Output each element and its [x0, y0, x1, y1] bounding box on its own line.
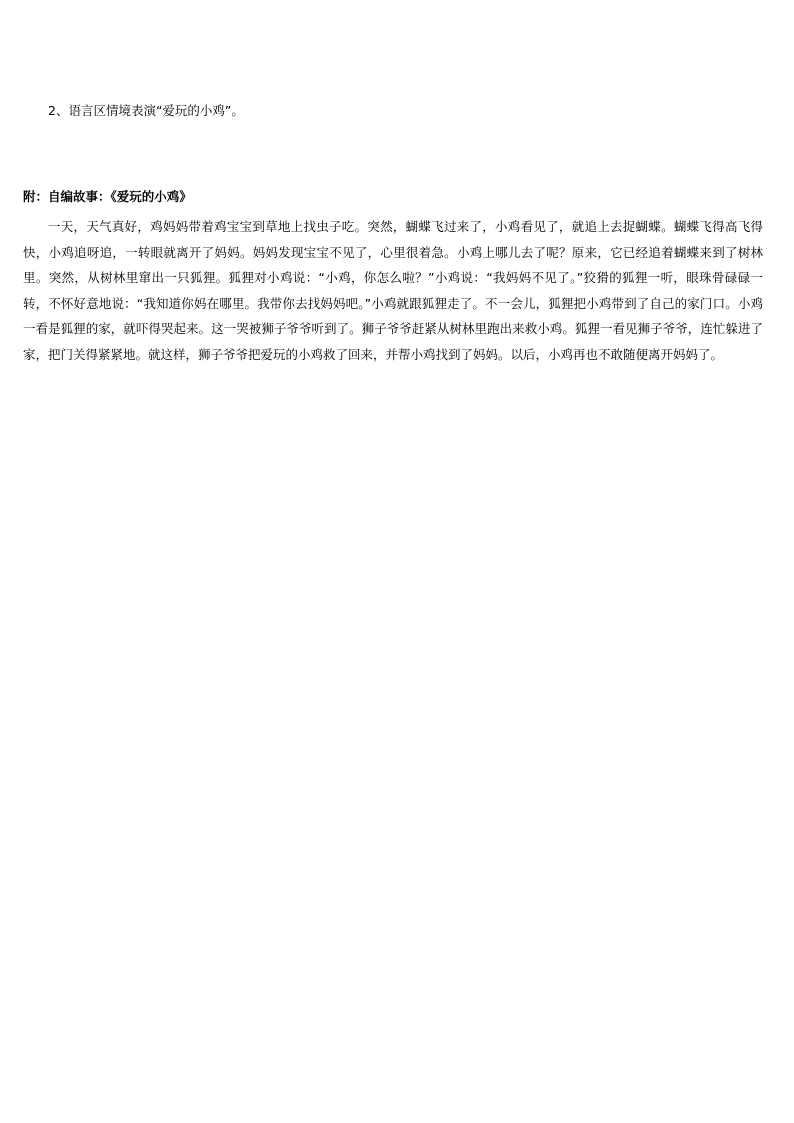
- appendix-heading: 附：自编故事：《爱玩的小鸡》: [23, 189, 192, 204]
- activity-item: 2、语言区情境表演“爱玩的小鸡”。: [48, 103, 244, 118]
- story-paragraph: 一天，天气真好，鸡妈妈带着鸡宝宝到草地上找虫子吃。突然，蝴蝶飞过来了，小鸡看见了，就追上去捉蝴蝶。蝴蝶飞得高飞得快，小鸡追呀追，一转眼就离开了妈妈。妈妈发现宝宝不见了，心里很着急。小鸡上哪儿去了呢？原来，它已经追着蝴蝶来到了树林里。突然，从树林里窜出一只狐狸。狐狸对小鸡说：“小鸡，你怎么啦？”小鸡说：“我妈妈不见了。”狡猾的狐狸一听，眼珠骨碌碌一转，不怀好意地说：“我知道你妈在哪里。我带你去找妈妈吧。”小鸡就跟狐狸走了。不一会儿，狐狸把小鸡带到了自己的家门口。小鸡一看是狐狸的家，就吓得哭起来。这一哭被狮子爷爷听到了。狮子爷爷赶紧从树林里跑出来救小鸡。狐狸一看见狮子爷爷，连忙躲进了家，把门关得紧紧地。就这样，狮子爷爷把爱玩的小鸡救了回来，并帮小鸡找到了妈妈。以后，小鸡再也不敢随便离开妈妈了。: [23, 219, 763, 362]
